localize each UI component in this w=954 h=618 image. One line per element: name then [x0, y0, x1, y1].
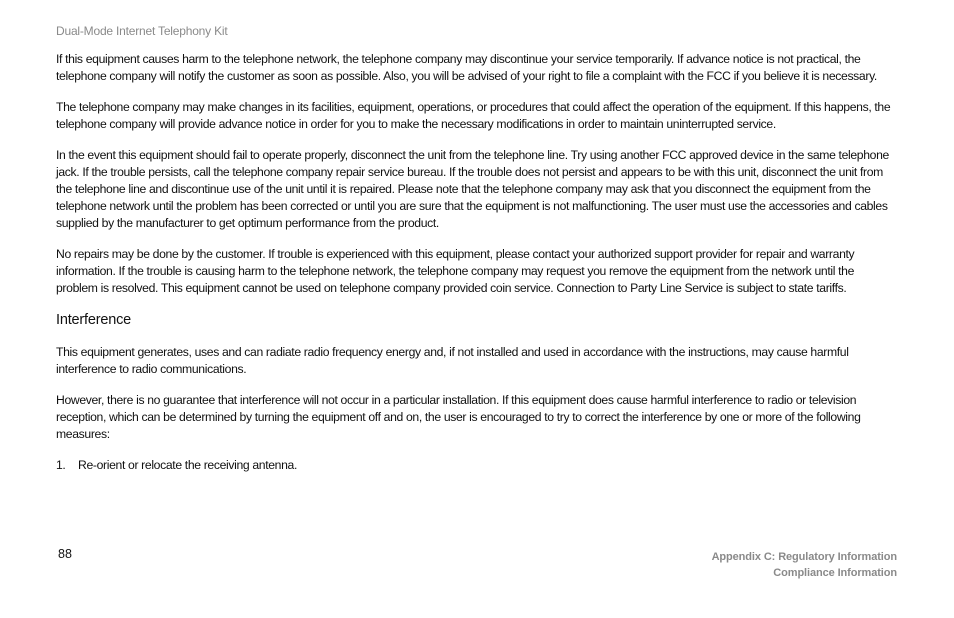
- footer-subsection-title: Compliance Information: [773, 567, 897, 579]
- section-heading-interference: Interference: [56, 312, 131, 328]
- footer-section-info: [712, 549, 897, 581]
- list-item: [56, 457, 898, 474]
- list-item-number: 1.: [56, 458, 66, 472]
- list-item-text: Re-orient or relocate the receiving antenna.: [78, 458, 298, 472]
- footer-section-title: Appendix C: Regulatory Information: [711, 551, 897, 563]
- page-body: [56, 51, 898, 474]
- paragraph-interference-generation: This equipment generates, uses and can radiate radio frequency energy and, if not installed and used in accordance with the instructions, may cause harmful interference to radio communications.: [56, 345, 849, 376]
- paragraph-equipment-failure: In the event this equipment should fail to operate properly, disconnect the unit from the telephone line. Try using another FCC approved device in the same telephone jack. If the trouble persists, call the telephone company repair service bureau. If the trouble does not persist and appears to be with this unit, disconnect the unit from the telephone line and discontinue use of the unit until it is repaired. Please note that the telephone company may ask that you disconnect the equipment from the telephone network until the problem has been corrected or until you are sure that the equipment is not malfunctioning. The user must use the accessories and cables supplied by the manufacturer to get optimum performance from the product.: [56, 148, 889, 230]
- paragraph-interference-measures: However, there is no guarantee that interference will not occur in a particular installation. If this equipment does cause harmful interference to radio or television reception, which can be determined by turning the equipment off and on, the user is encouraged to try to correct the interference by one or more of the following measures:: [56, 393, 861, 441]
- running-header: Dual-Mode Internet Telephony Kit: [56, 24, 228, 38]
- page-number: 88: [58, 547, 72, 561]
- paragraph-repairs: No repairs may be done by the customer. If trouble is experienced with this equipment, please contact your authorized support provider for repair and warranty information. If the trouble is causing harm to the telephone network, the telephone company may request you remove the equipment from the network until the problem is resolved. This equipment cannot be used on telephone company provided coin service. Connection to Party Line Service is subject to state tariffs.: [56, 247, 855, 295]
- paragraph-service-discontinuation: If this equipment causes harm to the telephone network, the telephone company may discontinue your service temporarily. If advance notice is not practical, the telephone company will notify the customer as soon as possible. Also, you will be advised of your right to file a complaint with the FCC if you believe it is necessary.: [56, 52, 877, 83]
- paragraph-facility-changes: The telephone company may make changes in its facilities, equipment, operations, or procedures that could affect the operation of the equipment. If this happens, the telephone company will provide advance notice in order for you to make the necessary modifications in order to maintain uninterrupted service.: [56, 100, 891, 131]
